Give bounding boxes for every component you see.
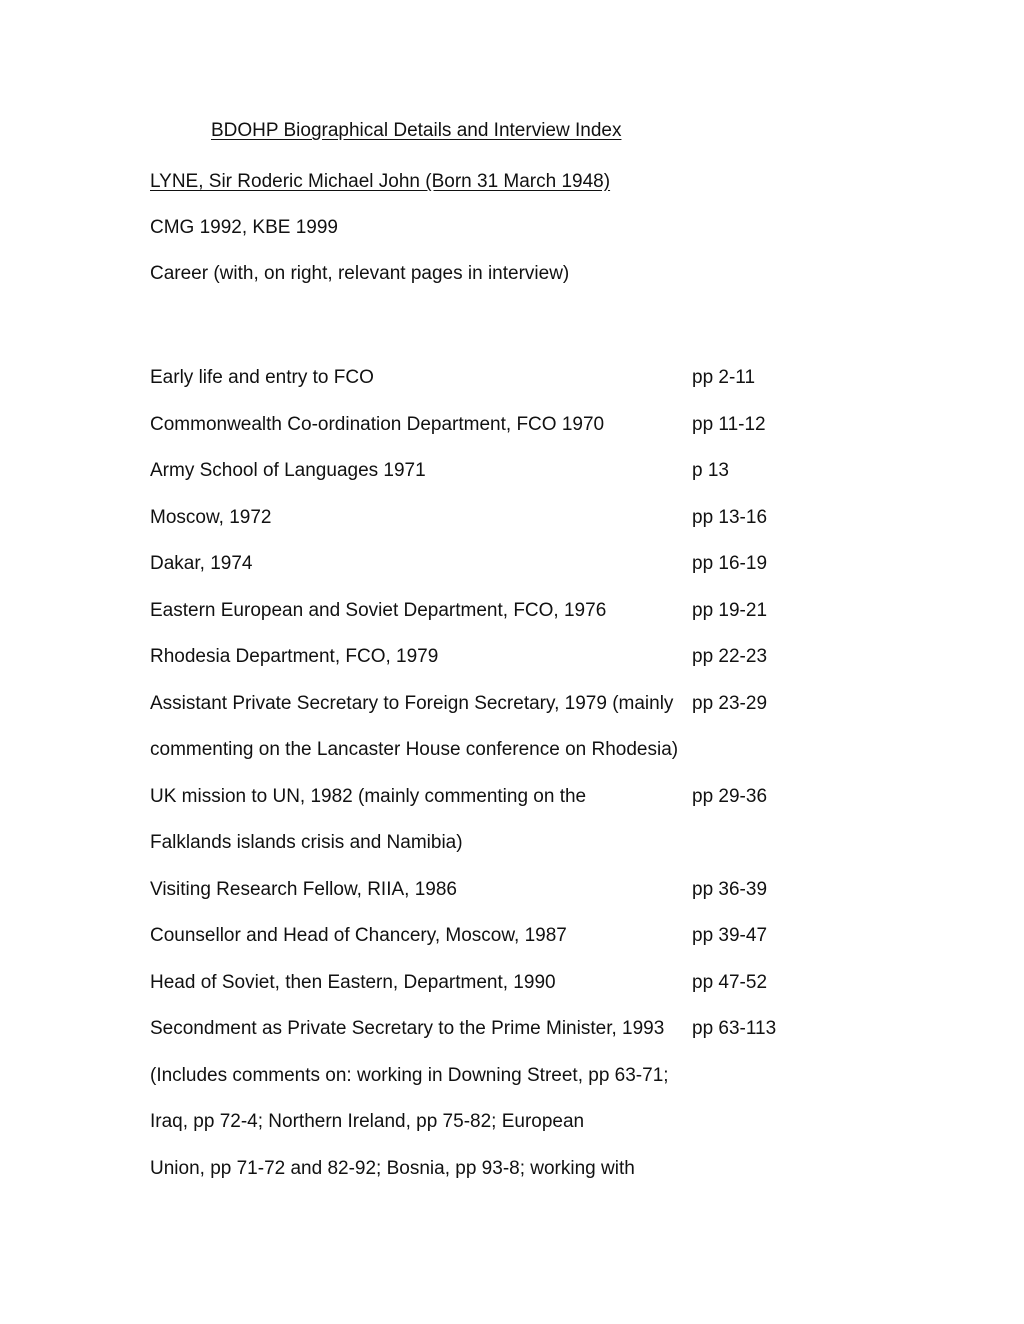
career-entry-pages: pp 39-47 bbox=[692, 925, 768, 946]
career-entry bbox=[150, 692, 850, 785]
career-entry-text: Early life and entry to FCO bbox=[150, 367, 374, 388]
career-entry-line bbox=[150, 459, 850, 506]
subject-name: LYNE, Sir Roderic Michael John (Born 31 March 1948) bbox=[150, 171, 611, 192]
career-entry bbox=[150, 366, 850, 413]
career-entry-text: Falklands islands crisis and Namibia) bbox=[150, 832, 463, 853]
career-entry-text: Counsellor and Head of Chancery, Moscow, 1987 bbox=[150, 925, 567, 946]
career-entry-text: Union, pp 71-72 and 82-92; Bosnia, pp 93-8; working with bbox=[150, 1157, 635, 1179]
career-entry bbox=[150, 599, 850, 646]
document-title: BDOHP Biographical Details and Interview Index bbox=[211, 120, 622, 141]
career-entry-pages: p 13 bbox=[692, 460, 729, 481]
career-entry-text: Iraq, pp 72-4; Northern Ireland, pp 75-82; European bbox=[150, 1111, 585, 1132]
career-entry-text: Eastern European and Soviet Department, FCO, 1976 bbox=[150, 599, 607, 621]
career-list bbox=[150, 366, 850, 1203]
career-entry bbox=[150, 459, 850, 506]
career-entry bbox=[150, 924, 850, 971]
career-entry-text: Commonwealth Co-ordination Department, FCO 1970 bbox=[150, 413, 605, 435]
career-entry bbox=[150, 506, 850, 553]
career-entry-text: Head of Soviet, then Eastern, Department, 1990 bbox=[150, 971, 556, 993]
career-entry-pages: pp 11-12 bbox=[692, 413, 766, 435]
career-entry-pages: pp 63-113 bbox=[692, 1018, 777, 1039]
career-entry-text: Moscow, 1972 bbox=[150, 506, 272, 528]
career-entry-pages: pp 13-16 bbox=[692, 506, 768, 528]
career-entry-pages: pp 47-52 bbox=[692, 971, 768, 993]
honours-line: CMG 1992, KBE 1999 bbox=[150, 217, 338, 238]
career-entry-pages: pp 23-29 bbox=[692, 692, 768, 714]
career-entry-pages: pp 22-23 bbox=[692, 646, 768, 667]
career-entry bbox=[150, 878, 850, 925]
career-entry-pages: pp 2-11 bbox=[692, 367, 756, 388]
career-entry-text: Army School of Languages 1971 bbox=[150, 460, 426, 481]
career-entry-line bbox=[150, 738, 850, 785]
career-entry bbox=[150, 413, 850, 460]
career-entry-text: UK mission to UN, 1982 (mainly commenting on the bbox=[150, 785, 587, 807]
career-entry-line bbox=[150, 831, 850, 878]
career-entry-text: Visiting Research Fellow, RIIA, 1986 bbox=[150, 878, 457, 900]
career-entry-text: (Includes comments on: working in Downing Street, pp 63-71; bbox=[150, 1064, 669, 1086]
career-entry-text: Dakar, 1974 bbox=[150, 553, 253, 574]
career-entry bbox=[150, 785, 850, 878]
career-entry bbox=[150, 971, 850, 1018]
career-intro: Career (with, on right, relevant pages in interview) bbox=[150, 263, 570, 284]
career-entry-text: Assistant Private Secretary to Foreign Secretary, 1979 (mainly bbox=[150, 692, 674, 714]
career-entry-text: Secondment as Private Secretary to the Prime Minister, 1993 bbox=[150, 1018, 665, 1039]
career-entry-line bbox=[150, 1157, 850, 1204]
career-entry-line bbox=[150, 1064, 850, 1111]
career-entry-pages: pp 16-19 bbox=[692, 553, 768, 574]
career-entry-pages: pp 19-21 bbox=[692, 599, 768, 621]
career-entry-pages: pp 36-39 bbox=[692, 878, 768, 900]
career-entry-line bbox=[150, 1110, 850, 1157]
career-entry-text: Rhodesia Department, FCO, 1979 bbox=[150, 646, 439, 667]
career-entry bbox=[150, 552, 850, 599]
career-entry bbox=[150, 1017, 850, 1203]
career-entry bbox=[150, 645, 850, 692]
career-entry-text: commenting on the Lancaster House conference on Rhodesia) bbox=[150, 739, 679, 760]
career-entry-pages: pp 29-36 bbox=[692, 785, 768, 807]
